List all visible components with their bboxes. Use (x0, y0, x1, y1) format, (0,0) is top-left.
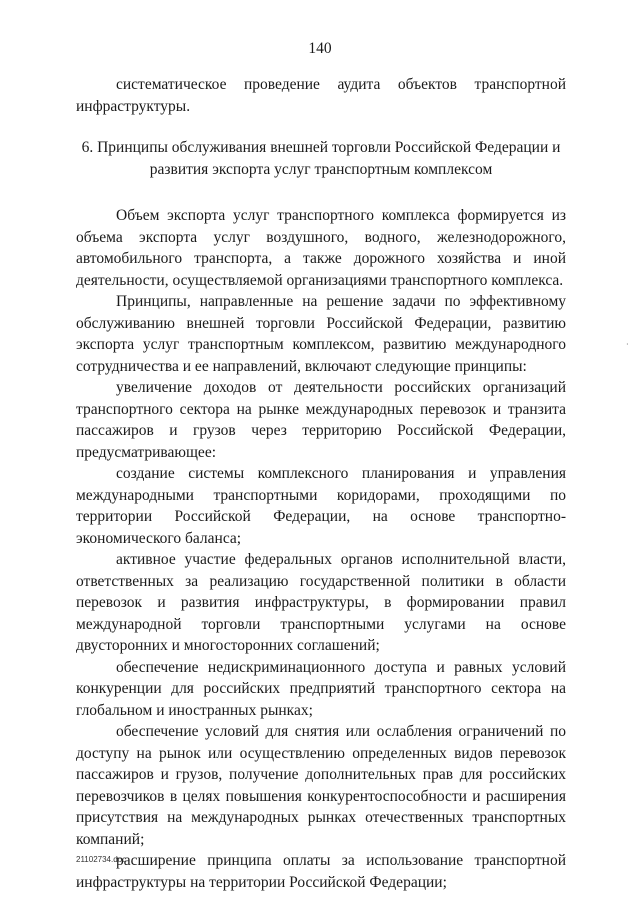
paragraph-audit: систематическое проведение аудита объектов транспортной инфраструктуры. (76, 76, 566, 115)
paragraph-income-increase: увеличение доходов от деятельности российских организаций транспортного сектора на рынке международных перевозок и транзита пассажиров и грузов через территорию Российской Федерации, предусматривающее: (76, 379, 566, 461)
document-body (76, 74, 566, 893)
paragraph-principles: Принципы, направленные на решение задачи по эффективному обслуживанию внешней торговли Российской Федерации, развитию экспорта услуг транспортным комплексом, развитию международного сотрудничества и ее направлений, включают следующие принципы: (76, 293, 566, 375)
margin-mark: · (626, 340, 629, 349)
paragraph-export-volume: Объем экспорта услуг транспортного комплекса формируется из объема экспорта услуг воздушного, водного, железнодорожного, автомобильного транспорта, а также дорожного хозяйства и иной деятельности, осуществляемой организациями транспортного комплекса. (76, 207, 566, 289)
footer-doc-code: 21102734.doc (76, 855, 127, 864)
paragraph-nondiscriminatory-access: обеспечение недискриминационного доступа и равных условий конкуренции для российских предприятий транспортного сектора на глобальном и иностранных рынках; (76, 658, 566, 719)
page-number: 140 (308, 40, 332, 57)
section-heading: 6. Принципы обслуживания внешней торговли Российской Федерации и развития экспорта услуг транспортным комплексом (81, 139, 561, 178)
paragraph-restriction-removal: обеспечение условий для снятия или ослабления ограничений по доступу на рынок или осуществлению определенных видов перевозок пассажиров и грузов, получение дополнительных прав для российских перевозчиков в целях повышения конкурентоспособности и расширения присутствия на международных рынках отечественных транспортных компаний; (76, 723, 566, 848)
paragraph-infrastructure-payment: расширение принципа оплаты за использование транспортной инфраструктуры на территории Российской Федерации; (76, 852, 566, 891)
paragraph-federal-participation: активное участие федеральных органов исполнительной власти, ответственных за реализацию государственной политики в области перевозок и развития инфраструктуры, в формировании правил международной торговли транспортными услугами на основе двусторонних и многосторонних соглашений; (76, 551, 566, 654)
paragraph-corridor-planning: создание системы комплексного планирования и управления международными транспортными коридорами, проходящими по территории Российской Федерации, на основе транспортно-экономического баланса; (76, 465, 566, 547)
